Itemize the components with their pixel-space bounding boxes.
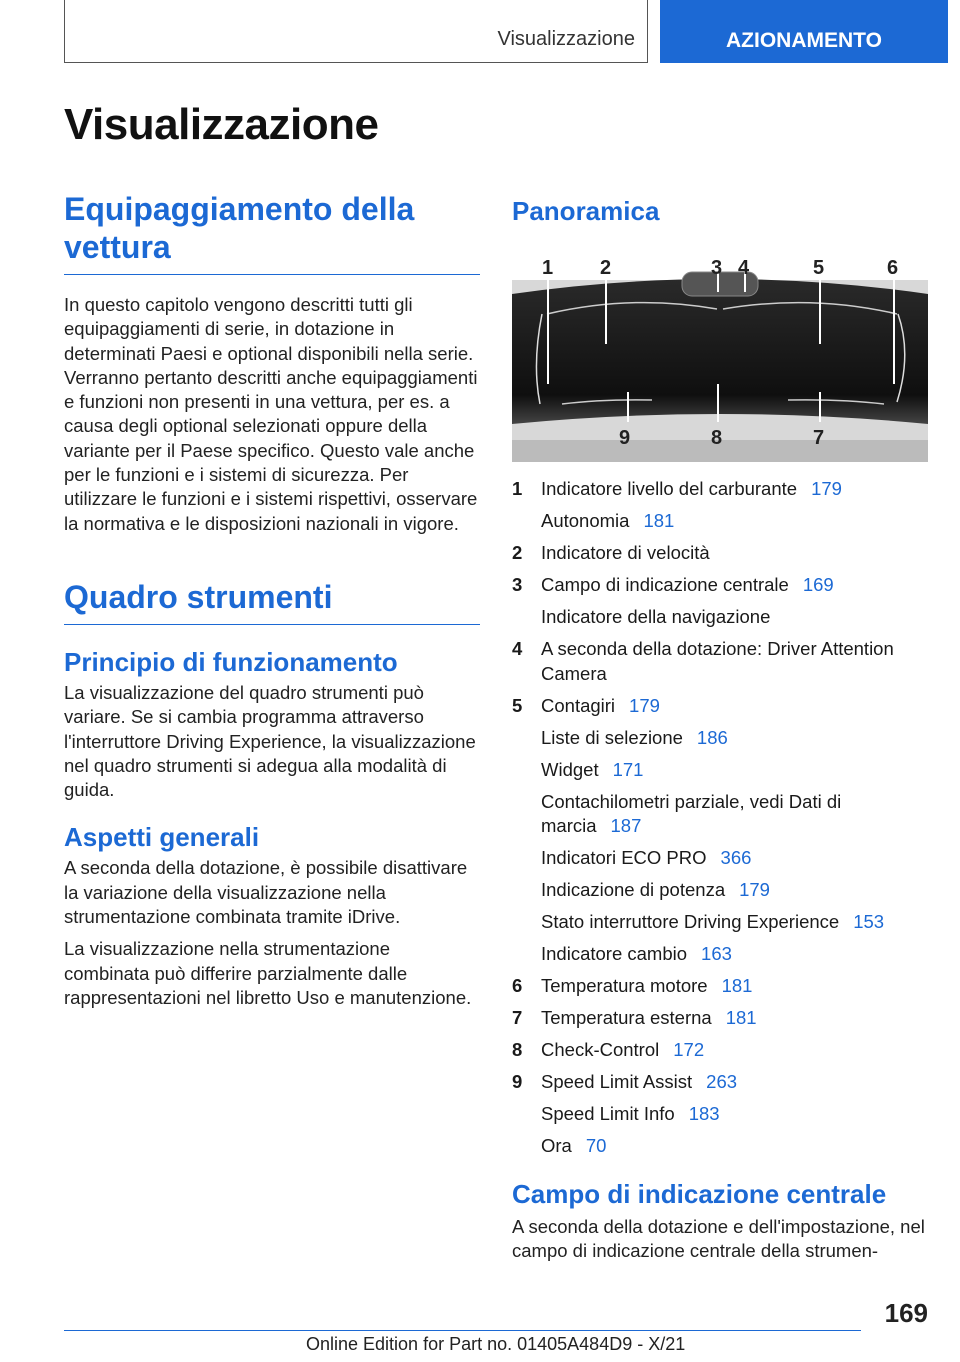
subsection-title-principio: Principio di funzionamento bbox=[64, 646, 398, 677]
legend-text: Indicatori ECO PRO bbox=[541, 847, 707, 868]
legend-item bbox=[512, 790, 928, 839]
header-title: Visualizzazione bbox=[497, 28, 635, 50]
figure-label: 3 bbox=[711, 257, 723, 279]
right-column bbox=[512, 190, 928, 1263]
figure-label: 5 bbox=[813, 257, 825, 279]
legend-item bbox=[512, 541, 928, 566]
page-ref-link[interactable]: 181 bbox=[643, 510, 675, 531]
aspetti-paragraph-2: La visualizzazione nella strumentazione combinata può differire parzialmente dalle rappresentazioni nel libretto Uso e manutenzione. bbox=[64, 938, 472, 1008]
subsection-title-campo-centrale: Campo di indicazione centrale bbox=[512, 1178, 887, 1209]
legend-text: A seconda della dotazione: Driver Attention Camera bbox=[541, 638, 894, 684]
figure-label: 7 bbox=[813, 427, 825, 449]
legend-item bbox=[512, 726, 928, 751]
header-section-tab[interactable] bbox=[660, 0, 948, 63]
section-title-quadro-strumenti: Quadro strumenti bbox=[64, 578, 480, 625]
legend-number bbox=[512, 1134, 541, 1159]
legend-number: 7 bbox=[512, 1007, 523, 1028]
legend-text: Check-Control bbox=[541, 1039, 660, 1060]
campo-centrale-paragraph: A seconda della dotazione e dell'impostazione, nel campo di indicazione centrale della strumen- bbox=[512, 1215, 925, 1261]
legend-number: 2 bbox=[512, 542, 523, 563]
legend-number: 9 bbox=[512, 1071, 523, 1092]
legend-text: Indicazione di potenza bbox=[541, 879, 726, 900]
legend-item bbox=[512, 758, 928, 783]
legend-number: 1 bbox=[512, 478, 523, 499]
page-title: Visualizzazione bbox=[64, 100, 379, 149]
footer-divider bbox=[64, 1330, 861, 1331]
legend-number bbox=[512, 878, 541, 903]
footer-edition: Online Edition for Part no. 01405A484D9 - X/21 bbox=[306, 1334, 686, 1354]
legend-text: Stato interruttore Driving Experience bbox=[541, 911, 840, 932]
legend-item bbox=[512, 942, 928, 967]
legend-number bbox=[512, 726, 541, 751]
legend-text: Contachilometri parziale, vedi Dati di marcia bbox=[541, 790, 842, 836]
page-ref-link[interactable]: 366 bbox=[720, 847, 752, 868]
legend-item bbox=[512, 694, 928, 719]
instrument-cluster-figure bbox=[512, 254, 928, 462]
legend-text: Speed Limit Info bbox=[541, 1103, 675, 1124]
header-tab-label: AZIONAMENTO bbox=[726, 28, 882, 52]
legend-text: Autonomia bbox=[541, 510, 630, 531]
legend-text: Temperatura motore bbox=[541, 975, 708, 996]
legend-item bbox=[512, 1070, 928, 1095]
figure-label: 2 bbox=[600, 257, 612, 279]
subsection-title-panoramica: Panoramica bbox=[512, 196, 660, 226]
page-ref-link[interactable]: 187 bbox=[610, 815, 642, 836]
figure-label: 8 bbox=[711, 427, 723, 449]
page-ref-link[interactable]: 179 bbox=[739, 879, 770, 900]
page-ref-link[interactable]: 179 bbox=[811, 478, 842, 499]
legend-text: Indicatore della navigazione bbox=[541, 606, 771, 627]
figure-label: 9 bbox=[619, 427, 631, 449]
header-frame bbox=[64, 0, 648, 63]
page-ref-link[interactable]: 163 bbox=[701, 943, 732, 964]
aspetti-paragraph-1: A seconda della dotazione, è possibile disattivare la variazione della visualizzazione nella strumentazione combinata tramite iDrive. bbox=[64, 857, 468, 928]
left-column bbox=[64, 190, 480, 1010]
legend-text: Speed Limit Assist bbox=[541, 1071, 693, 1092]
page-ref-link[interactable]: 171 bbox=[612, 758, 644, 780]
legend-number: 4 bbox=[512, 638, 523, 659]
legend-number bbox=[512, 942, 541, 967]
legend-item bbox=[512, 974, 928, 999]
figure-label: 4 bbox=[738, 257, 750, 279]
legend-text: Indicatore di velocità bbox=[541, 542, 710, 563]
legend-number: 5 bbox=[512, 694, 523, 716]
section-title-equipaggiamento: Equipaggiamento della vettura bbox=[64, 190, 480, 275]
legend-number: 8 bbox=[512, 1039, 523, 1060]
legend-number bbox=[512, 790, 541, 839]
page-ref-link[interactable]: 186 bbox=[696, 726, 728, 748]
page-ref-link[interactable]: 172 bbox=[673, 1039, 705, 1060]
equipaggiamento-paragraph: In questo capitolo vengono descritti tutti gli equipaggiamenti di serie, in dotazione in determinati Paesi e optional disponibili nella serie. Verranno pertanto descritti anche equipaggiamenti e funzioni non presenti in una vettura, per es. a causa degli optional selezionati oppure della variante per il Paese specifico. Questo vale anche per le funzioni e i sistemi di sicurezza. Per utilizzare le funzioni e i sistemi rispettivi, osservare la normativa e le disposizioni nazionali in vigore. bbox=[64, 294, 478, 534]
legend-item bbox=[512, 477, 928, 502]
page-ref-link[interactable]: 70 bbox=[585, 1135, 607, 1156]
page-ref-link[interactable]: 153 bbox=[853, 911, 885, 932]
legend-number bbox=[512, 910, 541, 935]
legend-item bbox=[512, 878, 928, 903]
legend-number bbox=[512, 1102, 541, 1127]
subsection-title-aspetti: Aspetti generali bbox=[64, 822, 260, 853]
legend-number: 6 bbox=[512, 975, 523, 996]
legend-item bbox=[512, 1102, 928, 1127]
page-ref-link[interactable]: 263 bbox=[706, 1071, 738, 1092]
legend-number bbox=[512, 509, 541, 534]
legend-text: Liste di selezione bbox=[541, 726, 683, 748]
legend-number bbox=[512, 758, 541, 783]
figure-legend bbox=[512, 477, 928, 1159]
legend-text: Campo di indicazione centrale bbox=[541, 574, 789, 595]
legend-item bbox=[512, 1006, 928, 1031]
legend-item bbox=[512, 605, 928, 630]
legend-text: Indicatore cambio bbox=[541, 943, 688, 964]
legend-number bbox=[512, 846, 541, 871]
page-ref-link[interactable]: 183 bbox=[688, 1103, 720, 1124]
legend-number: 3 bbox=[512, 574, 523, 595]
page-ref-link[interactable]: 181 bbox=[725, 1007, 757, 1028]
legend-text: Contagiri bbox=[541, 694, 616, 716]
legend-text: Ora bbox=[541, 1135, 572, 1156]
page-ref-link[interactable]: 169 bbox=[802, 574, 834, 595]
legend-item bbox=[512, 1134, 928, 1159]
page-number: 169 bbox=[884, 1298, 928, 1328]
legend-item bbox=[512, 573, 928, 598]
legend-item bbox=[512, 910, 928, 935]
legend-text: Indicatore livello del carburante bbox=[541, 478, 798, 499]
legend-number bbox=[512, 605, 541, 630]
legend-item bbox=[512, 637, 928, 686]
legend-text: Widget bbox=[541, 758, 599, 780]
figure-label: 6 bbox=[887, 257, 899, 279]
legend-item bbox=[512, 509, 928, 534]
figure-label: 1 bbox=[542, 257, 554, 279]
principio-paragraph: La visualizzazione del quadro strumenti può variare. Se si cambia programma attraverso l'interruttore Driving Experience, la visualizzazione nel quadro strumenti si adegua alla modalità di guida. bbox=[64, 681, 476, 801]
page-ref-link[interactable]: 179 bbox=[629, 694, 660, 716]
legend-item bbox=[512, 846, 928, 871]
page-ref-link[interactable]: 181 bbox=[721, 975, 753, 996]
legend-text: Temperatura esterna bbox=[541, 1007, 712, 1028]
legend-item bbox=[512, 1038, 928, 1063]
